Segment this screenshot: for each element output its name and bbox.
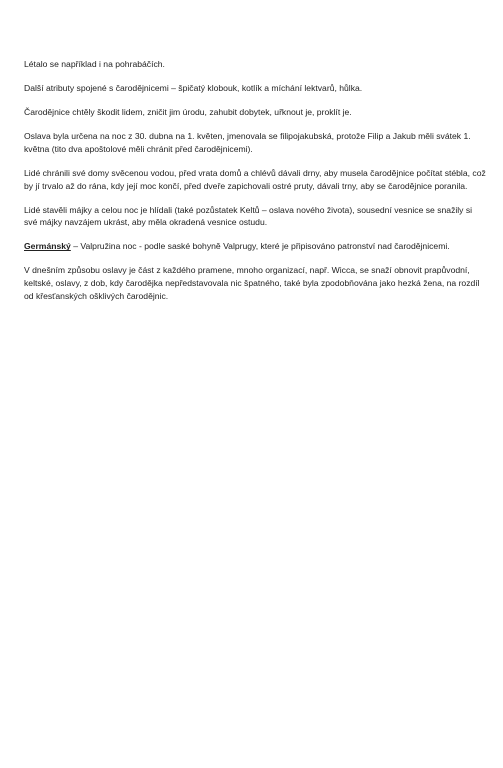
paragraph: Další atributy spojené s čarodějnicemi – špičatý klobouk, kotlík a míchání lektvarů, hůlka. xyxy=(24,83,363,94)
section-term: Germánský xyxy=(24,241,71,252)
paragraph: Lidé chránili své domy svěcenou vodou, před vrata domů a chlévů dávali drny, aby musela čarodějnice počítat stébla, což by jí trvalo až do rána, kdy její moc končí, před dveře zapichovali ostré pruty, dávali trny, aby se čarodějnice poranila. xyxy=(24,167,486,191)
document-body xyxy=(24,58,486,314)
paragraph: V dnešním způsobu oslavy je část z každého pramene, mnoho organizací, např. Wicca, se snaží obnovit prapůvodní, keltské, oslavy, z dob, kdy čarodějka nepředstavovala nic špatného, také byla zpodobňována jako hezká žena, na rozdíl od křesťanských ošklivých čarodějnic. xyxy=(24,265,480,301)
paragraph-text: – Valpružina noc - podle saské bohyně Valprugy, které je připisováno patronství nad čarodějnicemi. xyxy=(70,241,450,252)
paragraph: Čarodějnice chtěly škodit lidem, zničit jim úrodu, zahubit dobytek, uřknout je, proklít je. xyxy=(24,107,352,118)
paragraph-germanic xyxy=(24,240,486,253)
paragraph: Létalo se například i na pohrabáčích. xyxy=(24,59,165,69)
paragraph: Oslava byla určena na noc z 30. dubna na 1. květen, jmenovala se filipojakubská, protože Filip a Jakub měli svátek 1. května (tito dva apoštolové měli chránit před čarodějnicemi). xyxy=(24,131,471,154)
paragraph: Lidé stavěli májky a celou noc je hlídali (také pozůstatek Keltů – oslava nového života), sousední vesnice se snažily si své májky navzájem ukrást, aby měla okradená vesnice ostudu. xyxy=(24,204,473,228)
